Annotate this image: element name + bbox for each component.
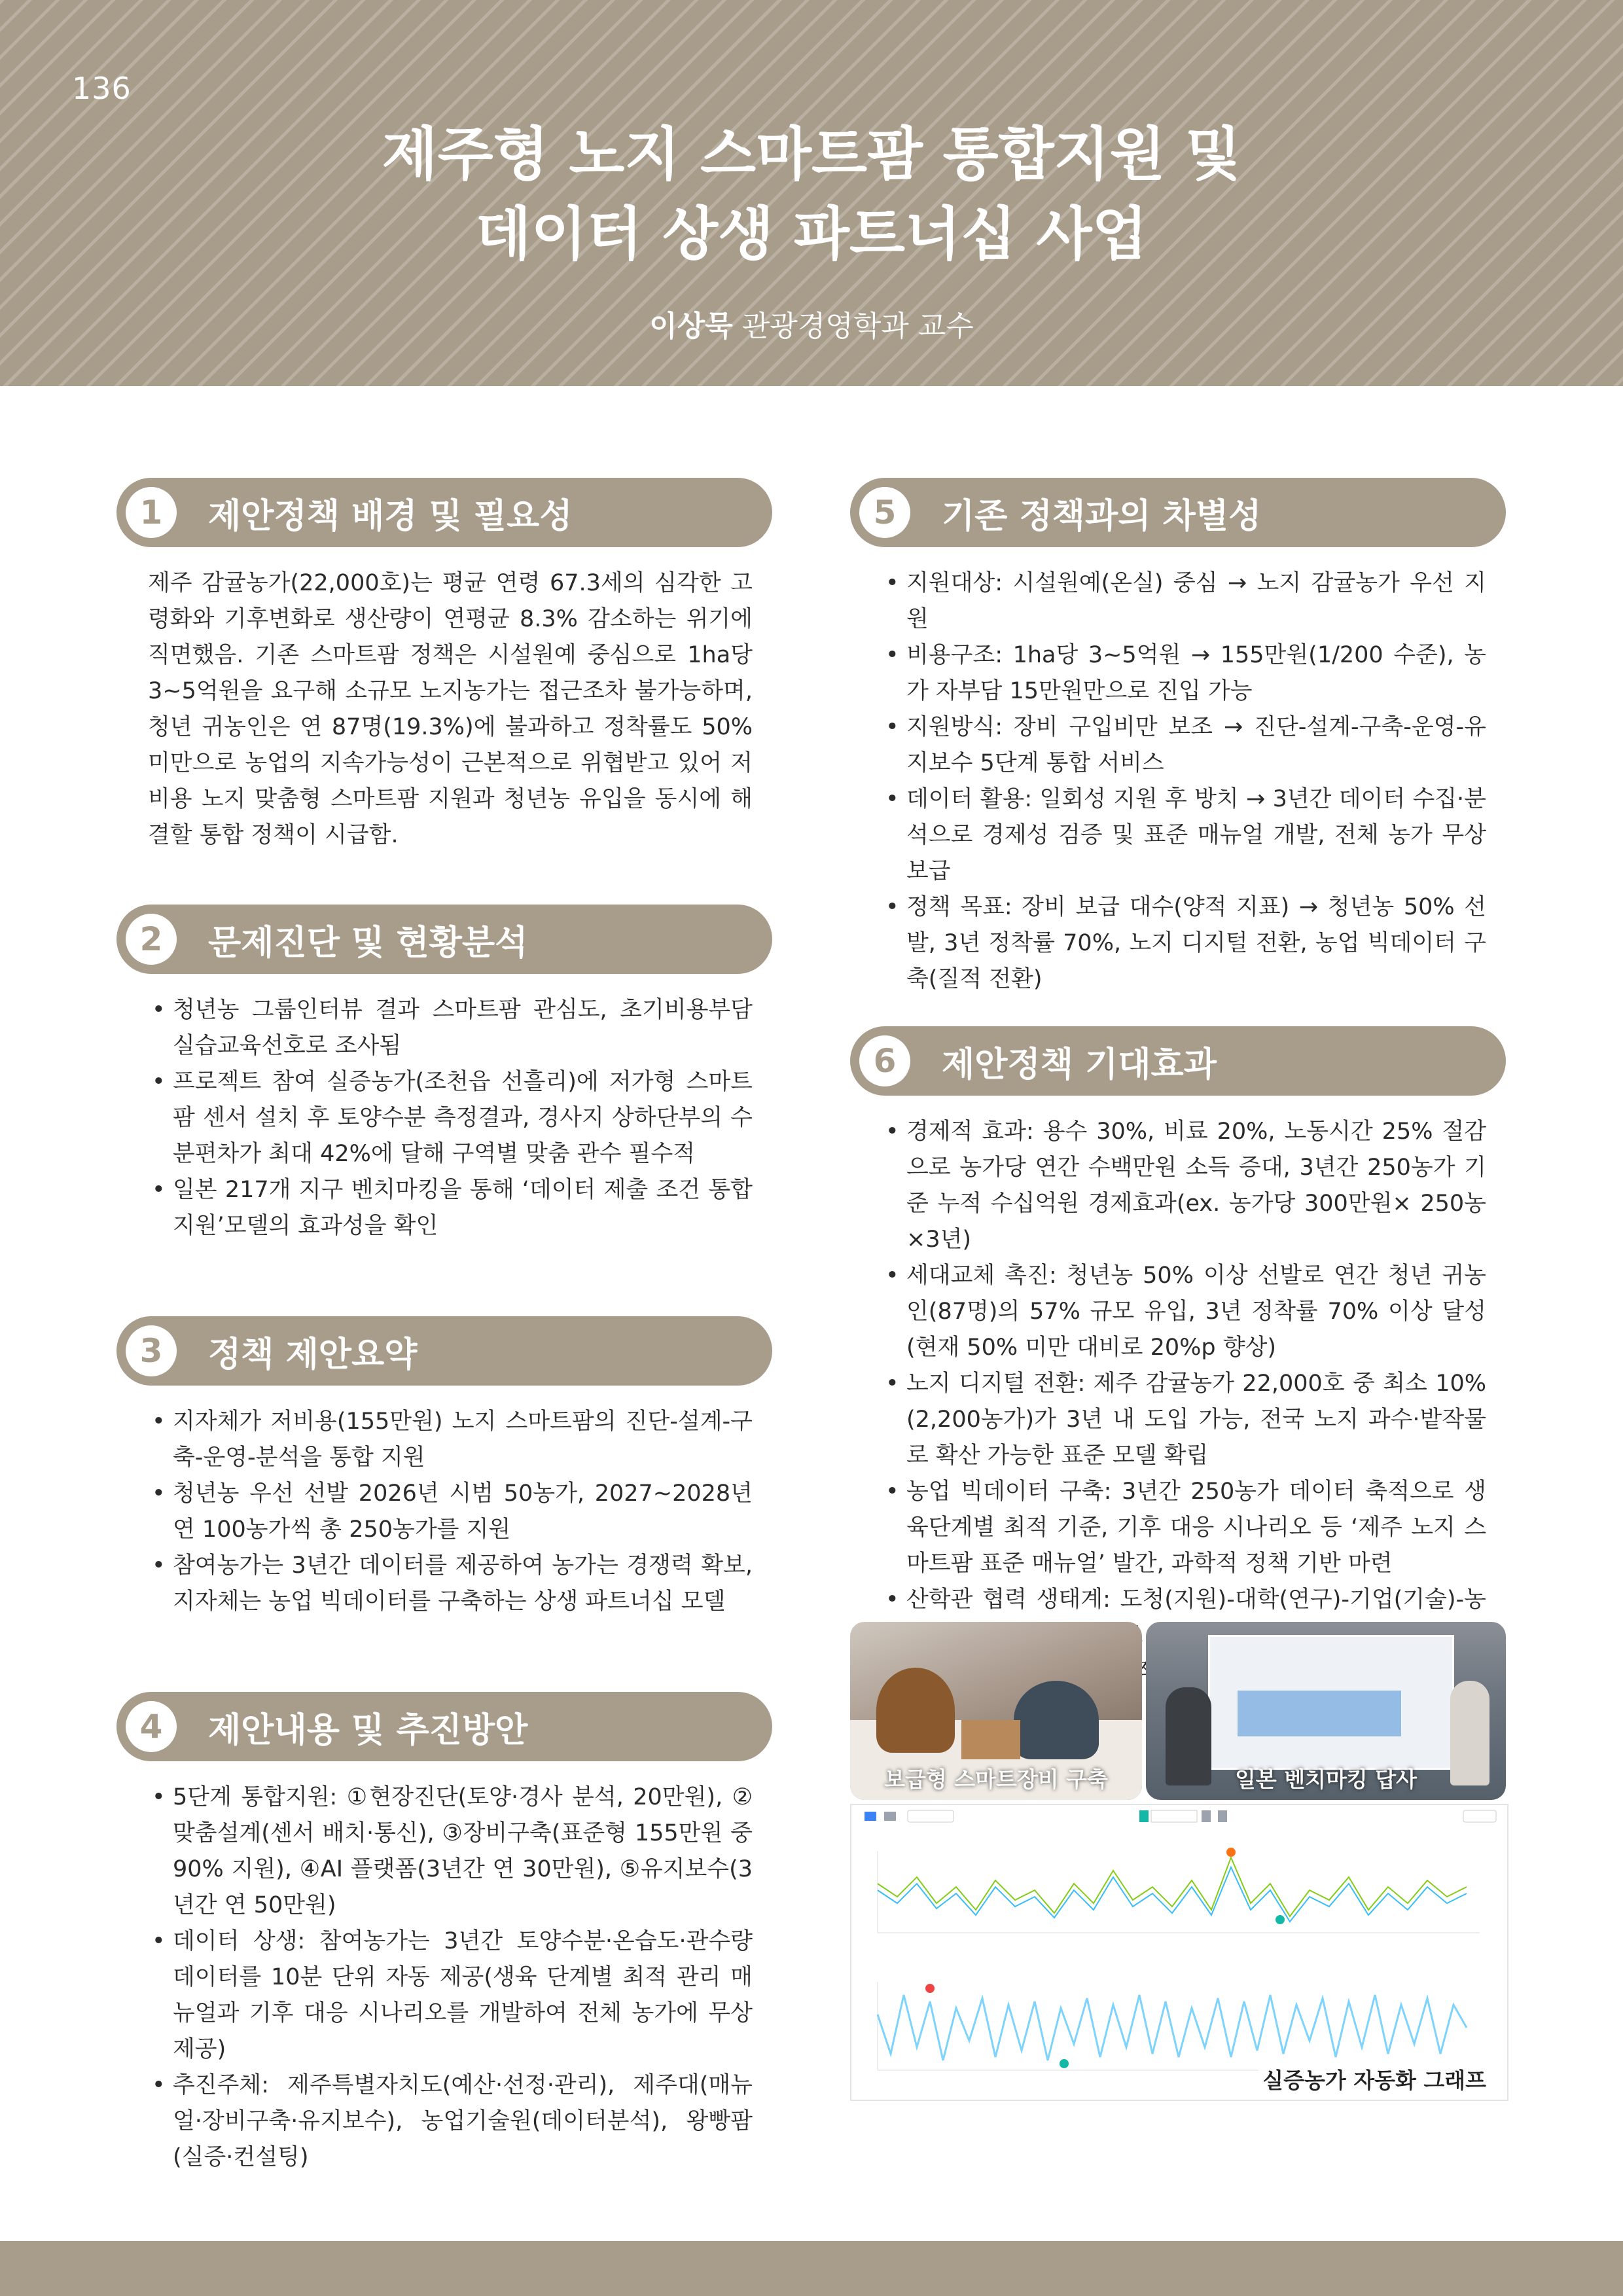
list-item: • 참여농가는 3년간 데이터를 제공하여 농가는 경쟁력 확보, 지자체는 농업 빅데이터를 구축하는 상생 파트너십 모델 [152,1548,753,1620]
equipment-box [961,1720,1020,1759]
list-item: • 세대교체 촉진: 청년농 50% 이상 선발로 연간 청년 귀농인(87명)의 57% 규모 유입, 3년 정착률 70% 이상 달성(현재 50% 미만 대비로 20%p 향상) [885,1258,1486,1366]
temperature-line [878,1857,1467,1916]
calendar-icon [1202,1810,1211,1822]
export-button [1463,1810,1496,1822]
section-number: 6 [859,1035,910,1086]
list-item: • 데이터 활용: 일회성 지원 후 방치 → 3년간 데이터 수집·분석으로 경제성 검증 및 표준 매뉴얼 개발, 전체 농가 무상 보급 [885,781,1486,889]
section-2-list [152,992,753,1244]
section-number: 4 [126,1701,177,1752]
graph-caption: 실증농가 자동화 그래프 [1258,2064,1490,2094]
section-3-header [116,1316,772,1386]
list-item: • 청년농 우선 선발 2026년 시범 50농가, 2027~2028년 연 100농가씩 총 250농가를 지원 [152,1476,753,1548]
person-figure [1014,1681,1099,1759]
max-marker [1226,1848,1236,1857]
humidity-band [878,1995,1467,2060]
min-marker [1060,2059,1069,2068]
list-item: • 경제적 효과: 용수 30%, 비료 20%, 노동시간 25% 절감으로 농가당 연간 수백만원 소득 증대, 3년간 250농가 기준 누적 수십억원 경제효과(ex. 농가당 300만원× 250농×3년) [885,1114,1486,1258]
list-item: • 산학관 협력 생태계: 도청(지원)-대학(연구)-기업(기술)-농 [885,1582,1486,1690]
min-marker [1275,1915,1285,1924]
section-3-list [152,1404,753,1620]
list-item: • 농업 빅데이터 구축: 3년간 250농가 데이터 축적으로 생육단계별 최적 기준, 기후 대응 시나리오 등 ‘제주 노지 스마트팜 표준 매뉴얼’ 발간, 과학적 정책 기반 마련 [885,1474,1486,1582]
photo-row [850,1622,1506,1800]
section-4-header [116,1692,772,1761]
graph-svg [851,1805,1507,2100]
footer-band [0,2241,1623,2296]
list-item: • 노지 디지털 전환: 제주 감귤농가 22,000호 중 최소 10%(2,200농가)가 3년 내 도입 가능, 전국 노지 과수·밭작물로 확산 가능한 표준 모델 확립 [885,1366,1486,1474]
list-item: • 지원방식: 장비 구입비만 보조 → 진단-설계-구축-운영-유지보수 5단계 통합 서비스 [885,709,1486,781]
section-6-list [885,1114,1486,1690]
list-item: • 데이터 상생: 참여농가는 3년간 토양수분·온습도·관수량 데이터를 10분 단위 자동 제공(생육 단계별 최적 관리 매뉴얼과 기후 대응 시나리오를 개발하여 전체 농가에 무상 제공) [152,1924,753,2068]
section-1-text: 제주 감귤농가(22,000호)는 평균 연령 67.3세의 심각한 고령화와 기후변화로 생산량이 연평균 8.3% 감소하는 위기에 직면했음. 기존 스마트팜 정책은 시설원예 중심으로 1ha당 3~5억원을 요구해 소규모 노지농가는 접근조차 불가능하며, 청년 귀농인은 연 87명(19.3%)에 불과하고 정착률도 50% 미만으로 농업의 지속가능성이 근본적으로 위협받고 있어 저비용 노지 맞춤형 스마트팜 지원과 청년농 유입을 동시에 해결할 통합 정책이 시급함. [148,570,753,848]
photo-caption: 일본 벤치마킹 답사 [1234,1767,1417,1792]
section-title: 문제진단 및 현황분석 [208,923,528,963]
section-number: 2 [126,914,177,965]
section-4-list [152,1780,753,2176]
max-marker [925,1984,935,1993]
page-title [0,115,1623,274]
title-line-2: 데이터 상생 파트너십 사업 [475,200,1148,268]
section-1-header [116,478,772,547]
table-icon [884,1812,896,1821]
automation-graph-screenshot [850,1804,1508,2101]
period-select [908,1810,954,1822]
section-5-list [885,565,1486,997]
right-column [850,478,1506,1690]
next-nav [1218,1810,1227,1822]
list-item: • 비용구조: 1ha당 3~5억원 → 155만원(1/200 수준), 농가 자부담 15만원만으로 진입 가능 [885,637,1486,709]
list-item: • 프로젝트 참여 실증농가(조천읍 선흘리)에 저가형 스마트팜 센서 설치 후 토양수분 측정결과, 경사지 상하단부의 수분편차가 최대 42%에 달해 구역별 맞춤 관수 필수적 [152,1064,753,1172]
list-item: • 지원대상: 시설원예(온실) 중심 → 노지 감귤농가 우선 지원 [885,565,1486,637]
prev-nav [1139,1810,1149,1822]
section-5-header [850,478,1506,547]
list-item: • 청년농 그룹인터뷰 결과 스마트팜 관심도, 초기비용부담 실습교육선호로 조사됨 [152,992,753,1064]
author-line [0,302,1623,344]
section-number: 1 [126,487,177,538]
section-number: 5 [859,487,910,538]
list-item: • 지자체가 저비용(155만원) 노지 스마트팜의 진단-설계-구축-운영-분석을 통합 지원 [152,1404,753,1476]
photo-caption: 보급형 스마트장비 구축 [884,1767,1108,1792]
list-item: • 추진주체: 제주특별자치도(예산·선정·관리), 제주대(매뉴얼·장비구축·유지보수), 농업기술원(데이터분석), 왕빵팜(실증·컨설팅) [152,2068,753,2176]
banner-graphic [1238,1691,1401,1736]
section-6-header [850,1026,1506,1096]
section-number: 3 [126,1325,177,1376]
section-2-header [116,905,772,974]
section-title: 정책 제안요약 [208,1335,418,1374]
section-title: 제안내용 및 추진방안 [208,1710,528,1750]
chart-icon [865,1812,876,1821]
page-number: 136 [72,71,132,106]
date-field [1151,1810,1197,1822]
list-item: • 일본 217개 지구 벤치마킹을 통해 ‘데이터 제출 조건 통합지원’모델의 효과성을 확인 [152,1172,753,1244]
list-item: • 5단계 통합지원: ①현장진단(토양·경사 분석, 20만원), ②맞춤설계(센서 배치·통신), ③장비구축(표준형 155만원 중 90% 지원), ④AI 플랫폼(3년간 연 30만원), ⑤유지보수(3년간 연 50만원) [152,1780,753,1924]
section-title: 제안정책 기대효과 [942,1045,1217,1085]
list-item: • 정책 목표: 장비 보급 대수(양적 지표) → 청년농 50% 선발, 3년 정착률 70%, 노지 디지털 전환, 농업 빅데이터 구축(질적 전환) [885,889,1486,997]
photo-japan-benchmarking-visit [1146,1622,1506,1800]
author-affiliation: 관광경영학과 교수 [741,310,974,343]
photo-smart-equipment-installation [850,1622,1142,1800]
left-column [116,478,772,2176]
section-title: 제안정책 배경 및 필요성 [208,496,573,536]
temperature-low-line [878,1867,1467,1922]
author-name: 이상묵 [649,310,733,343]
person-figure [876,1668,955,1753]
section-title: 기존 정책과의 차별성 [942,496,1262,536]
header-banner [0,0,1623,386]
title-line-1: 제주형 노지 스마트팜 통합지원 및 [382,120,1241,188]
